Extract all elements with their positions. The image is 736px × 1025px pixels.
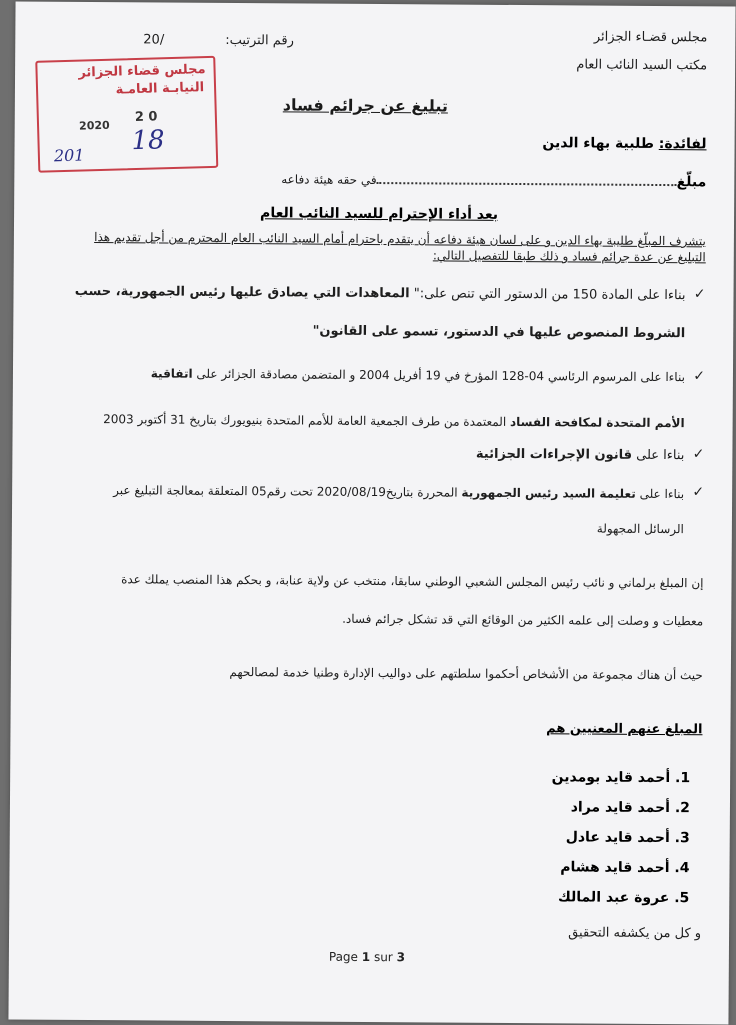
person-name: أحمد قايد مراد	[570, 799, 671, 817]
list-item	[571, 799, 690, 816]
basis-2-line-2	[103, 412, 685, 430]
list-item	[566, 829, 690, 846]
order-value: 20/	[143, 32, 165, 48]
list-number: 3.	[674, 830, 690, 847]
stamp-date: 2020	[78, 118, 110, 133]
document-title: تبليغ عن جرائم فساد	[282, 95, 448, 116]
check-icon: ✓	[692, 484, 705, 501]
basis-4-bold: تعليمة السيد رئيس الجمهورية	[461, 485, 636, 501]
informant-label: مبلّغ	[676, 174, 707, 191]
persons-heading: المبلغ عنهم المعنيين هم	[546, 721, 703, 738]
page-footer	[329, 950, 405, 965]
basis-3-bold: قانون الإجراءات الجزائية	[475, 446, 633, 463]
page-number: 1	[361, 949, 371, 964]
informant-line	[281, 169, 706, 190]
check-icon: ✓	[692, 446, 705, 463]
basis-4-text: بناءا على	[639, 486, 685, 502]
beneficiary-name: طلبية بهاء الدين	[542, 135, 654, 152]
basis-4-line-1	[113, 483, 684, 501]
list-item	[552, 769, 691, 786]
body-paragraph-1: إن المبلغ برلماني و نائب رئيس المجلس الشعبي الوطني سابقا، منتخب عن ولاية عنابة، و بحكم هذا المنصب يملك عدة	[121, 572, 704, 591]
list-number: 2.	[674, 800, 691, 817]
page-total: 3	[396, 950, 406, 965]
dotted-fill	[377, 170, 677, 186]
body-paragraph-2: حيث أن هناك مجموعة من الأشخاص أحكموا سلطتهم على دواليب الإدارة وطنيا خدمة لمصالحهم	[229, 665, 703, 683]
basis-1-bold: المعاهدات التي يصادق عليها رئيس الجمهورية، حسب	[74, 283, 410, 302]
intro-line-1: يتشرف المبلّغ طليبة بهاء الدين و على لسان هيئة دفاعه أن يتقدم باحترام أمام السيد النائب العام المحترم من أجل تقديم هذا	[94, 230, 706, 249]
document-page	[8, 1, 735, 1024]
court-name: مجلس قضـاء الجزائر	[593, 29, 708, 46]
person-name: عروة عبد المالك	[557, 889, 670, 907]
basis-3-line	[476, 447, 685, 463]
list-item	[558, 889, 689, 906]
person-name: أحمد قايد عادل	[565, 829, 670, 847]
stamp-day: 2 0	[134, 109, 158, 126]
basis-1-line-2: الشروط المنصوص عليها في الدستور، تسمو على القانون"	[312, 323, 686, 342]
informant-suffix: في حقه هيئة دفاعه	[281, 172, 377, 188]
list-number: 4.	[674, 860, 690, 877]
order-label: رقم الترتيب:	[225, 32, 294, 49]
check-icon: ✓	[693, 368, 706, 385]
person-name: أحمد قايد هشام	[560, 859, 670, 877]
page-prefix: Page	[328, 949, 359, 964]
closing-line: و كل من يكشفه التحقيق	[568, 925, 702, 942]
basis-2-text-2: المعتمدة من طرف الجمعية العامة للأمم المتحدة بنيويورك بتاريخ 31 أكتوبر 2003	[103, 412, 507, 429]
stamp-line2: النيابـة العامـة	[115, 80, 205, 98]
intro-line-2: التبليغ عن عدة جرائم فساد و ذلك طبقا للتفصيل التالي:	[432, 248, 706, 265]
list-item	[560, 859, 689, 876]
basis-2-bold-2: الأمم المتحدة لمكافحة الفساد	[509, 414, 685, 431]
official-stamp	[35, 56, 218, 173]
basis-2-line-1	[151, 366, 685, 384]
basis-2-bold: اتفاقية	[150, 366, 193, 381]
stamp-number: 18	[131, 125, 166, 157]
body-paragraph-1-cont: معطيات و وصلت إلى علمه الكثير من الوقائع التي قد تشكل جرائم فساد.	[342, 611, 704, 629]
list-number: 1.	[675, 770, 691, 787]
basis-1-text: بناءا على المادة 150 من الدستور التي تنص على:"	[413, 286, 686, 304]
basis-3-text: بناءا على	[636, 447, 685, 464]
salutation: بعد أداء الإحترام للسيد النائب العام	[260, 205, 499, 223]
person-name: أحمد قايد بومدين	[551, 769, 671, 787]
check-icon: ✓	[693, 286, 706, 303]
stamp-serial: 201	[53, 145, 85, 166]
office-name: مكتب السيد النائب العام	[576, 57, 708, 74]
stamp-line1: مجلس قضاء الجزائر	[78, 62, 206, 81]
page-sur: sur	[373, 950, 393, 965]
beneficiary-label: لفائدة:	[658, 135, 707, 153]
basis-4-rest: المحررة بتاريخ2020/08/19 تحت رقم05 المتعلقة بمعالجة التبليغ عبر	[113, 483, 458, 500]
list-number: 5.	[674, 890, 690, 907]
basis-2-text: بناءا على المرسوم الرئاسي 04-128 المؤرخ في 19 أفريل 2004 و المتضمن مصادقة الجزائر على	[196, 366, 686, 385]
beneficiary-line	[542, 135, 706, 152]
basis-4-line-2: الرسائل المجهولة	[596, 521, 684, 537]
basis-1-line-1	[75, 284, 686, 303]
